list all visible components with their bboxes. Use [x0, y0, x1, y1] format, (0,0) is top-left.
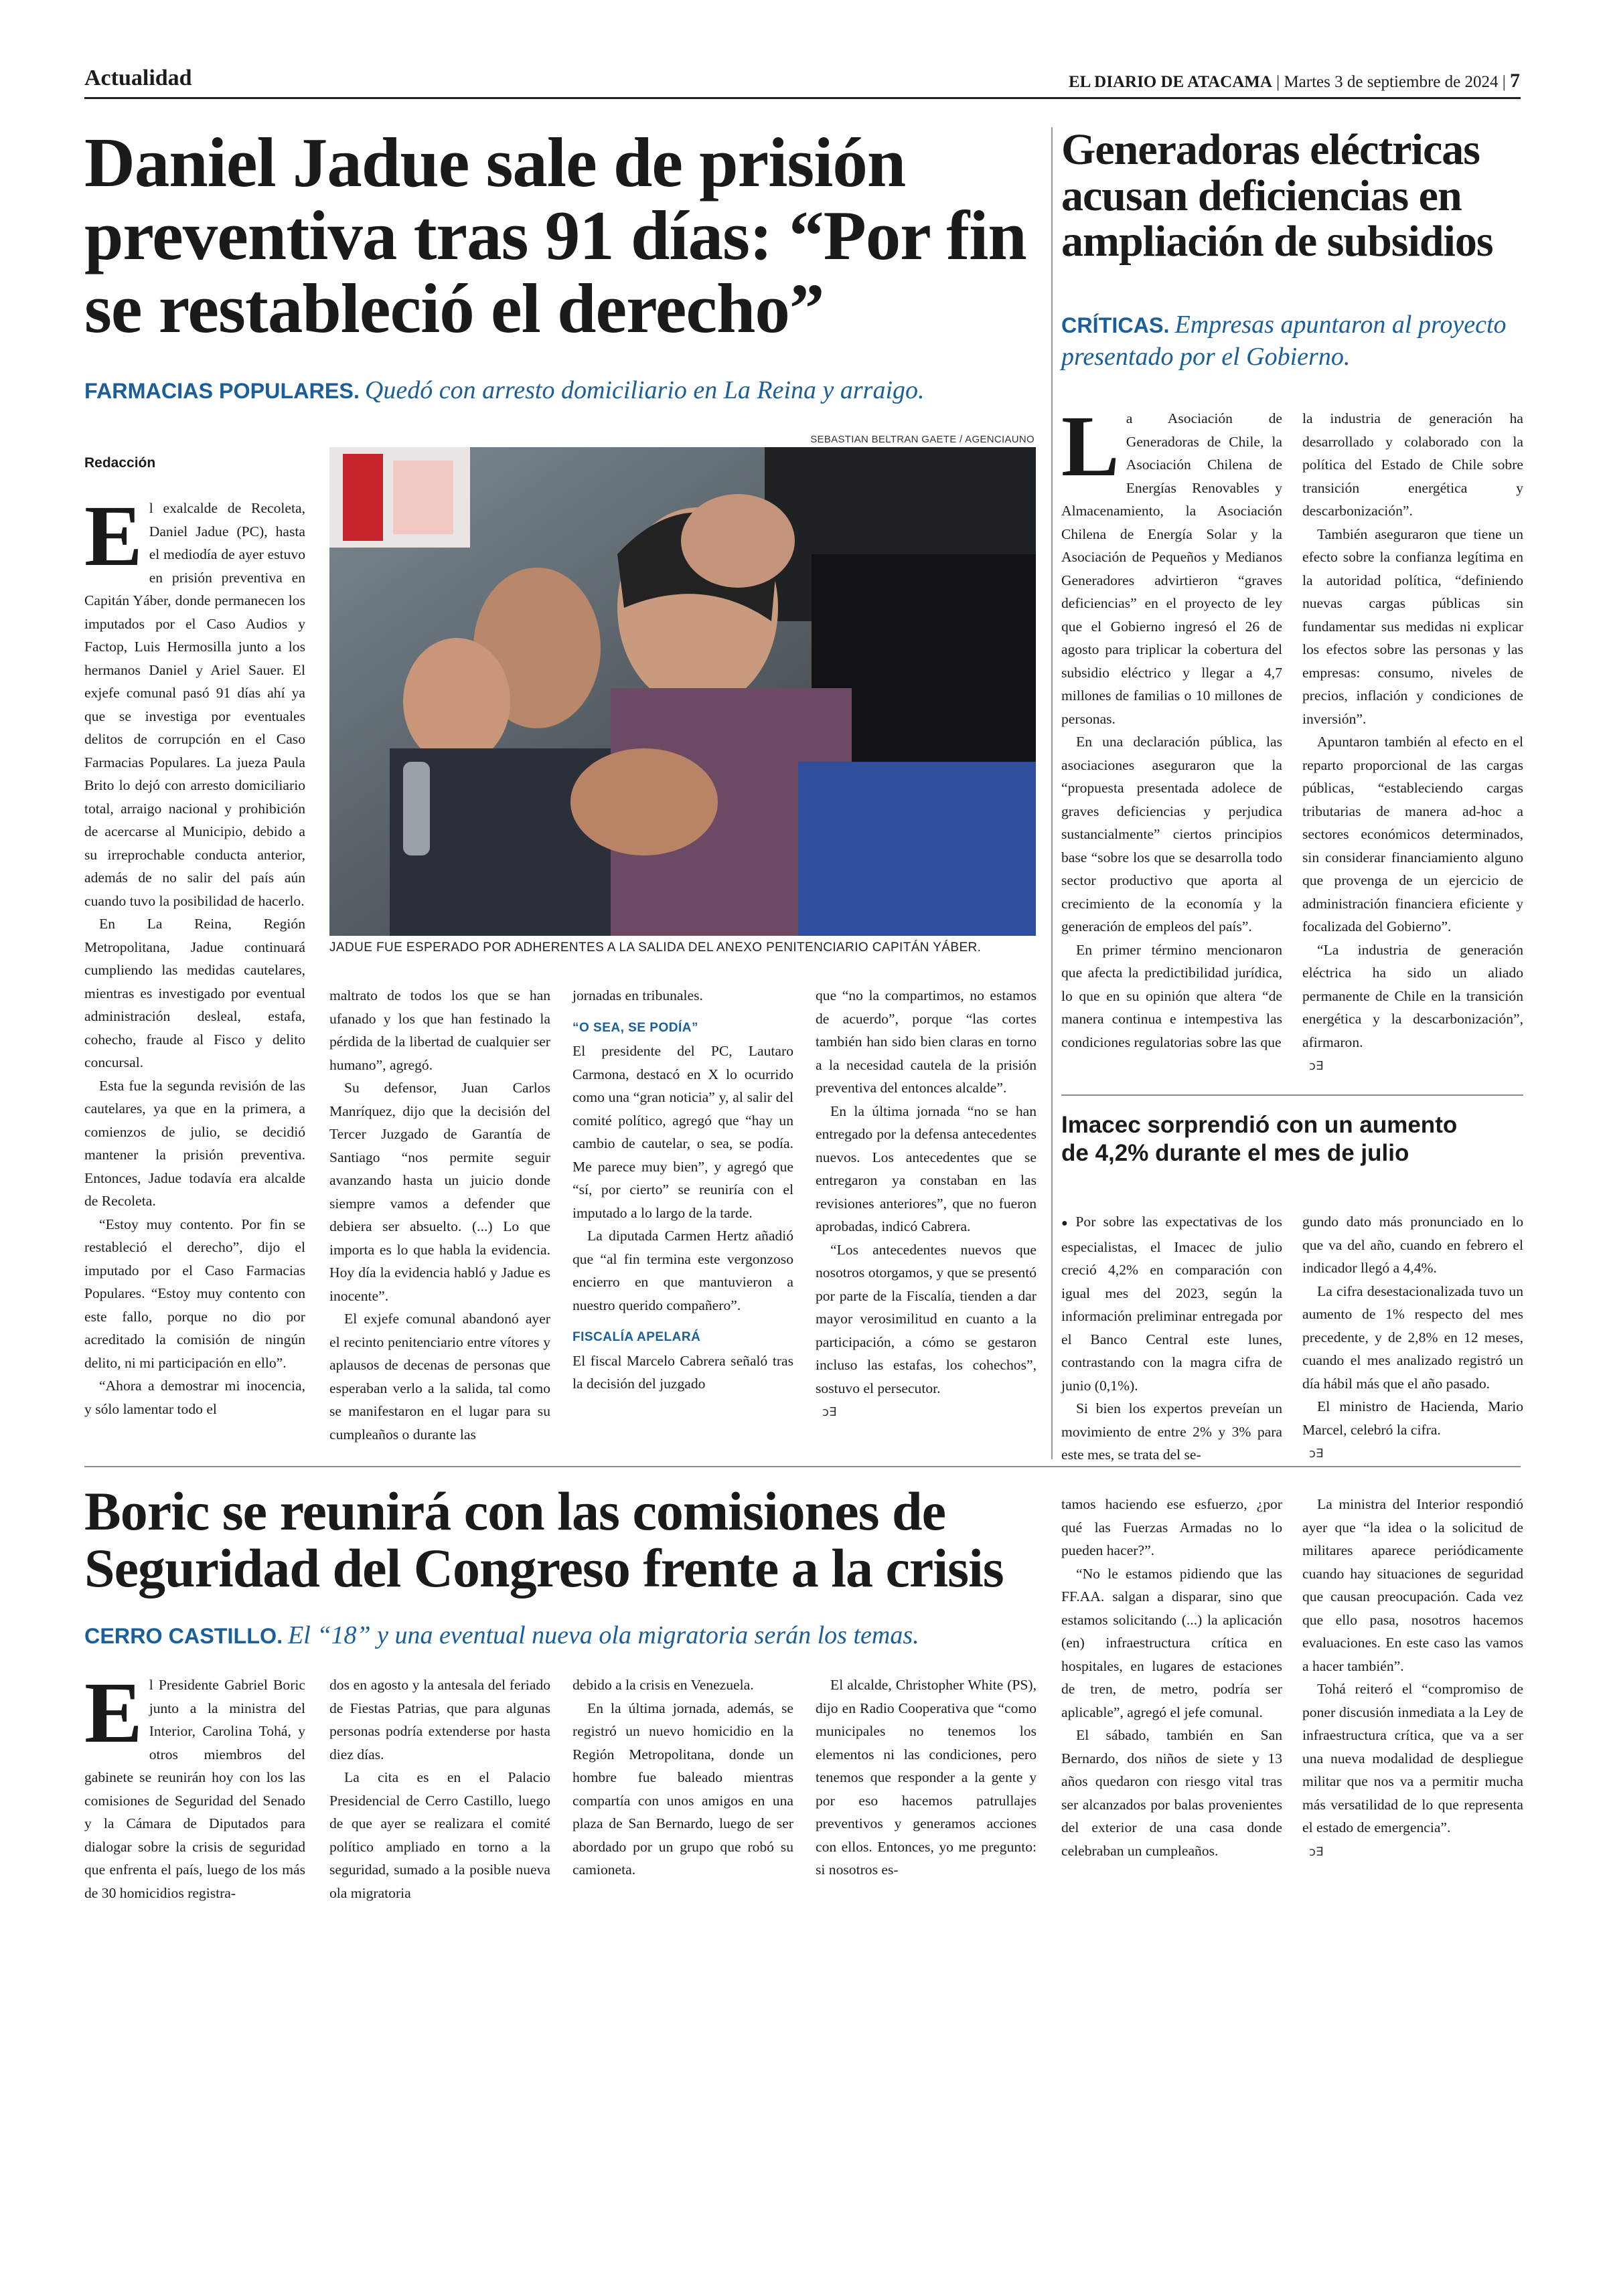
story4-lead	[84, 1620, 1049, 1652]
story4-column-5	[1061, 1493, 1282, 1862]
paragraph: debido a la crisis en Venezuela.	[572, 1677, 754, 1693]
paragraph: En la última jornada “no se han entregado por la defensa antecedentes nuevos. Los antecedentes que se entregaron ya constaban en las revisiones anteriores”, que no fueron aprobadas, indicó Cabrera.	[816, 1102, 1037, 1234]
paragraph: La diputada Carmen Hertz añadió que “al fin termina este vergonzoso encierro en que mantuvieron a nuestro querido compañero”.	[572, 1228, 793, 1313]
paragraph: El exjefe comunal abandonó ayer el recinto penitenciario entre vítores y aplausos de decenas de personas que esperaban verlo a la salida, tal como se manifestaron en el lugar para su cumpleaños o durante las	[329, 1311, 550, 1443]
story1-lead-text: Quedó con arresto domiciliario en La Reina y arraigo.	[364, 376, 925, 404]
drop-cap: E	[84, 1665, 143, 1761]
paragraph: la industria de generación ha desarrollado y colaborado con la política del Estado de Chile sobre transición energética y descarbonización”.	[1302, 410, 1523, 519]
publication-name: EL DIARIO DE ATACAMA	[1068, 73, 1272, 91]
paragraph: tamos haciendo ese esfuerzo, ¿por qué las Fuerzas Armadas no lo pueden hacer?”.	[1061, 1496, 1282, 1558]
end-of-article-icon: ɔ∃	[1309, 1059, 1324, 1073]
paragraph: jornadas en tribunales.	[572, 987, 703, 1003]
paragraph: “Estoy muy contento. Por fin se restableció el derecho”, dijo el imputado por el Caso Farmacias Populares. “Estoy muy contento con este fallo, porque no dio por acreditado la comisión de ningún delito, ni mi participación en ello”.	[84, 1216, 305, 1371]
jadue-photo	[329, 447, 1036, 936]
story4-lead-text: El “18” y una eventual nueva ola migratoria serán los temas.	[288, 1621, 919, 1649]
story2-lead-text: Empresas apuntaron al proyecto presentado por el Gobierno.	[1061, 311, 1507, 371]
paragraph: En primer término mencionaron que afecta la predictibilidad jurídica, lo que en su opinión que altera “de manera continua e intempestiva las condiciones regulatorias sobre las que	[1061, 941, 1282, 1050]
story1-column-4	[816, 984, 1037, 1424]
story1-column-3	[572, 984, 793, 1396]
paragraph: También aseguraron que tiene un efecto sobre la confianza legítima en la autoridad política, “definiendo nuevas cargas públicas sin fundamentar sus medidas ni explicar los efectos sobre las personas y las empresas: consumo, niveles de precios, inflación y condiciones de inversión”.	[1302, 525, 1523, 727]
photo-caption: JADUE FUE ESPERADO POR ADHERENTES A LA SALIDA DEL ANEXO PENITENCIARIO CAPITÁN YÁBER.	[329, 940, 982, 955]
paragraph: En una declaración pública, las asociaciones aseguraron que la “propuesta presentada adolece de graves deficiencias y perjudica sustancialmente” ciertos principios base “sobre los que se desarrolla todo sector productivo que aporta al crecimiento de la economía y la generación de empleos del país”.	[1061, 734, 1282, 934]
paragraph: En la última jornada, además, se registró un nuevo homicidio en la Región Metropolitana, donde un hombre fue baleado mientras compartía con unos amigos en una plaza de San Bernardo, luego de ser abordado por un grupo que robó su camioneta.	[572, 1700, 793, 1878]
end-of-article-icon: ɔ∃	[822, 1405, 837, 1419]
section-label: Actualidad	[84, 66, 192, 90]
paragraph: El fiscal Marcelo Cabrera señaló tras la decisión del juzgado	[572, 1352, 793, 1392]
story1-lead	[84, 375, 1042, 407]
story1-column-2	[329, 984, 550, 1446]
paragraph: Su defensor, Juan Carlos Manríquez, dijo que la decisión del Tercer Juzgado de Garantía de Santiago “nos permite seguir avanzando hasta un juicio donde siempre vamos a defender que debiera ser absuelto. (...) Lo que importa es lo que habla la evidencia. Hoy día la evidencia habló y Jadue es inocente”.	[329, 1080, 550, 1304]
header-rule	[84, 97, 1521, 99]
story1-headline: Daniel Jadue sale de prisión preventiva tras 91 días: “Por fin se restableció el derecho”	[84, 123, 1026, 348]
paragraph: En La Reina, Región Metropolitana, Jadue continuará cumpliendo las medidas cautelares, mientras es investigado por eventual administración desleal, estafa, cohecho, fraude al Fisco y delito concursal.	[84, 916, 305, 1070]
story3-column-2	[1302, 1210, 1523, 1466]
story4-column-4	[816, 1673, 1037, 1882]
story2-column-1	[1061, 398, 1282, 1054]
story4-lead-tag: CERRO CASTILLO.	[84, 1624, 283, 1648]
subhead: “O SEA, SE PODÍA”	[572, 1020, 698, 1035]
paragraph: “La industria de generación eléctrica ha sido un aliado permanente de Chile en la transición energética y la descarbonización”, afirmaron.	[1302, 941, 1523, 1050]
end-of-article-icon: ɔ∃	[1309, 1447, 1324, 1461]
paragraph: Tohá reiteró el “compromiso de poner discusión inmediata a la Ley de infraestructura crítica, que va a ser una nueva modalidad de despliegue militar que nos va a permitir mucha más versatilidad de lo que representa el estado de emergencia”.	[1302, 1681, 1523, 1835]
paragraph: dos en agosto y la antesala del feriado de Fiestas Patrias, que para algunas personas podría extenderse por hasta diez días.	[329, 1677, 550, 1762]
paragraph: Apuntaron también al efecto en el reparto proporcional de las cargas públicas, “estableciendo cargas tributarias de manera ad-hoc a sectores económicos determinados, sin considerar financiamiento alguno que provenga de un ejercicio de administración financiera eficiente y focalizada del Gobierno”.	[1302, 734, 1523, 934]
story1-column-1	[84, 488, 305, 1420]
story3-headline: Imacec sorprendió con un aumento de 4,2% durante el mes de julio	[1061, 1112, 1458, 1166]
paragraph: l Presidente Gabriel Boric junto a la ministra del Interior, Carolina Tohá, y otros miembros del gabinete se reunirán hoy con los las comisiones de Seguridad del Senado y la Cámara de Diputados para dialogar sobre la crisis de seguridad que enfrenta el país, luego de los más de 30 homicidios registra-	[84, 1677, 305, 1901]
paragraph: l exalcalde de Recoleta, Daniel Jadue (PC), hasta el mediodía de ayer estuvo en prisión preventiva en Capitán Yáber, donde permanecen los imputados por el Caso Audios y Factop, Luis Hermosilla junto a los hermanos Daniel y Ariel Sauer. El exjefe comunal pasó 91 días ahí ya que se investiga por eventuales delitos de corrupción en el Caso Farmacias Populares. La jueza Paula Brito lo dejó con arresto domiciliario total, arraigo nacional y prohibición de acercarse al Municipio, debido a su irreprochable conducta anterior, además de no salir del país aún cuando tuvo la posibilidad de hacerlo.	[84, 500, 305, 909]
page-number: 7	[1510, 70, 1520, 92]
story4-column-3	[572, 1673, 793, 1882]
end-of-article-icon: ɔ∃	[1309, 1844, 1324, 1859]
running-head: EL DIARIO DE ATACAMA | Martes 3 de septiembre de 2024 | 7	[1068, 70, 1520, 92]
paragraph: que “no la compartimos, no estamos de acuerdo”, porque “las cortes también han sido bien claras en torno a la necesidad cautela de la prisión preventiva del entonces alcalde”.	[816, 987, 1037, 1096]
paragraph: a Asociación de Generadoras de Chile, la Asociación Chilena de Energías Renovables y Almacenamiento, la Asociación Chilena de Energía Solar y la Asociación de Pequeños y Medianos Generadores advirtieron “graves deficiencias” en el proyecto de ley que el Gobierno ingresó el 26 de agosto para triplicar la cobertura del subsidio eléctrico y llegar a 4,7 millones de familias o 10 millones de personas.	[1061, 410, 1282, 727]
paragraph: El ministro de Hacienda, Mario Marcel, celebró la cifra.	[1302, 1398, 1523, 1438]
drop-cap: E	[84, 488, 143, 584]
paragraph: El alcalde, Christopher White (PS), dijo en Radio Cooperativa que “como municipales no tenemos los elementos ni las condiciones, pero tenemos que responder a la gente y por eso hacemos patrullajes preventivos y generamos acciones con ellos. Entonces, yo me pregunto: si nosotros es-	[816, 1677, 1037, 1878]
paragraph: El presidente del PC, Lautaro Carmona, destacó en X lo ocurrido como una “gran noticia” y, al salir del comité político, agregó que “hay un cambio de cautelar, o sea, se podía. Me parece muy bien”, y agregó que “sí, por cierto” se reuniría con el imputado a lo largo de la tarde.	[572, 1043, 793, 1221]
issue-date: Martes 3 de septiembre de 2024	[1284, 73, 1499, 91]
drop-cap: L	[1061, 398, 1120, 495]
story3-column-1	[1061, 1210, 1282, 1467]
jadue-photo-illustration	[329, 447, 1036, 936]
paragraph: “No le estamos pidiendo que las FF.AA. salgan a disparar, sino que estamos solicitando (...) la aplicación (en) infraestructura crítica en hospitales, en lugares de estaciones de tren, de metro, podría ser aplicable”, agregó el jefe comunal.	[1061, 1565, 1282, 1720]
column-divider	[1051, 127, 1053, 1459]
paragraph: El sábado, también en San Bernardo, dos niños de siete y 13 años quedaron con riesgo vital tras ser alcanzados por balas provenientes del exterior de una casa donde celebraban un cumpleaños.	[1061, 1727, 1282, 1859]
story4-column-6	[1302, 1493, 1523, 1864]
story4-headline: Boric se reunirá con las comisiones de Seguridad del Congreso frente a la crisis	[84, 1481, 1004, 1599]
story2-lead-tag: CRÍTICAS.	[1061, 313, 1170, 337]
paragraph: La cifra desestacionalizada tuvo un aumento de 1% respecto del mes precedente, y de 2,8% en 12 meses, cuando el mes analizado registró un día hábil más que el año pasado.	[1302, 1283, 1523, 1392]
paragraph: maltrato de todos los que se han ufanado y los que han festinado la pérdida de la libertad de cualquier ser humano”, agregó.	[329, 987, 550, 1073]
byline: Redacción	[84, 455, 156, 471]
story2-lead	[1061, 309, 1523, 373]
paragraph: La cita es en el Palacio Presidencial de Cerro Castillo, luego de que ayer se realizara el comité político ampliado en torno a la seguridad, sumado a la posible nueva ola migratoria	[329, 1769, 550, 1901]
story4-column-1	[84, 1665, 305, 1904]
paragraph: gundo dato más pronunciado en lo que va del año, cuando en febrero el indicador llegó a 4,4%.	[1302, 1214, 1523, 1276]
story1-lead-tag: FARMACIAS POPULARES.	[84, 379, 360, 403]
paragraph: Si bien los expertos preveían un movimiento de entre 2% y 3% para este mes, se trata del se-	[1061, 1400, 1282, 1463]
photo-credit: SEBASTIAN BELTRAN GAETE / AGENCIAUNO	[810, 434, 1035, 445]
paragraph: ● Por sobre las expectativas de los especialistas, el Imacec de julio creció 4,2% en comparación con igual mes del 2023, según la información preliminar entregada por el Banco Central este lunes, contrastando con la magra cifra de junio (0,1%).	[1061, 1210, 1282, 1397]
page-divider	[84, 1466, 1521, 1467]
paragraph: “Ahora a demostrar mi inocencia, y sólo lamentar todo el	[84, 1378, 305, 1417]
story2-headline: Generadoras eléctricas acusan deficiencias en ampliación de subsidios	[1061, 125, 1493, 266]
story4-column-2	[329, 1673, 550, 1904]
paragraph: “Los antecedentes nuevos que nosotros otorgamos, y que se presentó por parte de la Fiscalía, tienden a dar mayor verosimilitud en cuanto a la participación, a cómo se gestaron incluso las estafas, los cohechos”, sostuvo el persecutor.	[816, 1241, 1037, 1396]
story2-column-2	[1302, 407, 1523, 1078]
paragraph: Esta fue la segunda revisión de las cautelares, ya que en la primera, a comienzos de julio, se decidió mantener la prisión preventiva. Entonces, Jadue todavía era alcalde de Recoleta.	[84, 1077, 305, 1209]
paragraph: La ministra del Interior respondió ayer que “la idea o la solicitud de militares aparece periódicamente cuando hay situaciones de seguridad que causan preocupación. Cada vez que ello pasa, nosotros hacemos evaluaciones. En este caso las vamos a hacer también”.	[1302, 1496, 1523, 1674]
story-divider	[1061, 1094, 1523, 1096]
subhead: FISCALÍA APELARÁ	[572, 1330, 701, 1344]
